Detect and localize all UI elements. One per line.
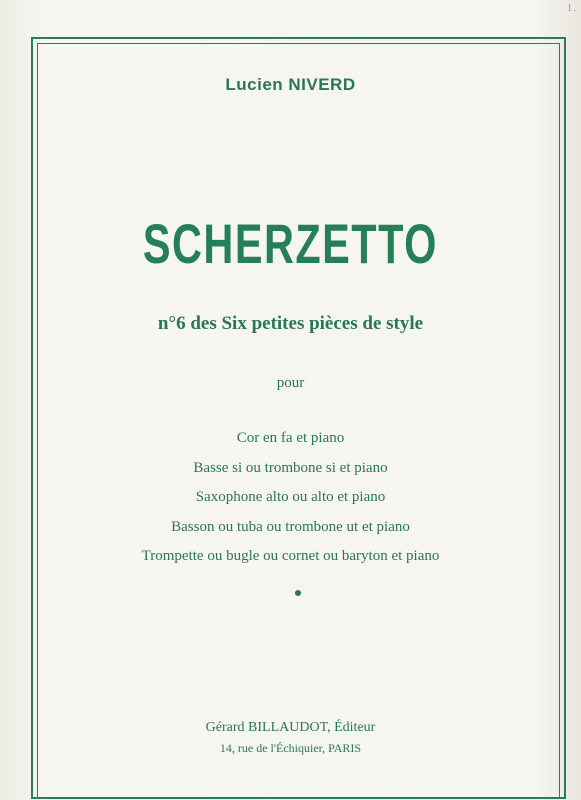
instrumentation-item: Basse si ou trombone si et piano <box>193 459 388 476</box>
bullet-dot-icon <box>295 590 301 596</box>
composer-name: Lucien NIVERD <box>225 75 356 94</box>
instrumentation-list <box>0 424 581 572</box>
instrumentation-item: Saxophone alto ou alto et piano <box>195 489 386 505</box>
page-title: SCHERZETTO <box>142 212 438 275</box>
publisher-name: Gérard BILLAUDOT, Éditeur <box>205 720 376 735</box>
corner-pencil-mark: 1. <box>566 2 577 14</box>
instrumentation-item: Basson ou tuba ou trombone ut et piano <box>171 518 410 535</box>
publisher-address: 14, rue de l'Échiquier, PARIS <box>219 741 362 755</box>
subtitle: n°6 des Six petites pièces de style <box>157 313 424 334</box>
pour-label: pour <box>276 375 305 391</box>
instrumentation-item: Trompette ou bugle ou cornet ou baryton et piano <box>141 548 440 564</box>
instrumentation-item: Cor en fa et piano <box>236 430 345 446</box>
inner-frame-border <box>37 43 560 799</box>
